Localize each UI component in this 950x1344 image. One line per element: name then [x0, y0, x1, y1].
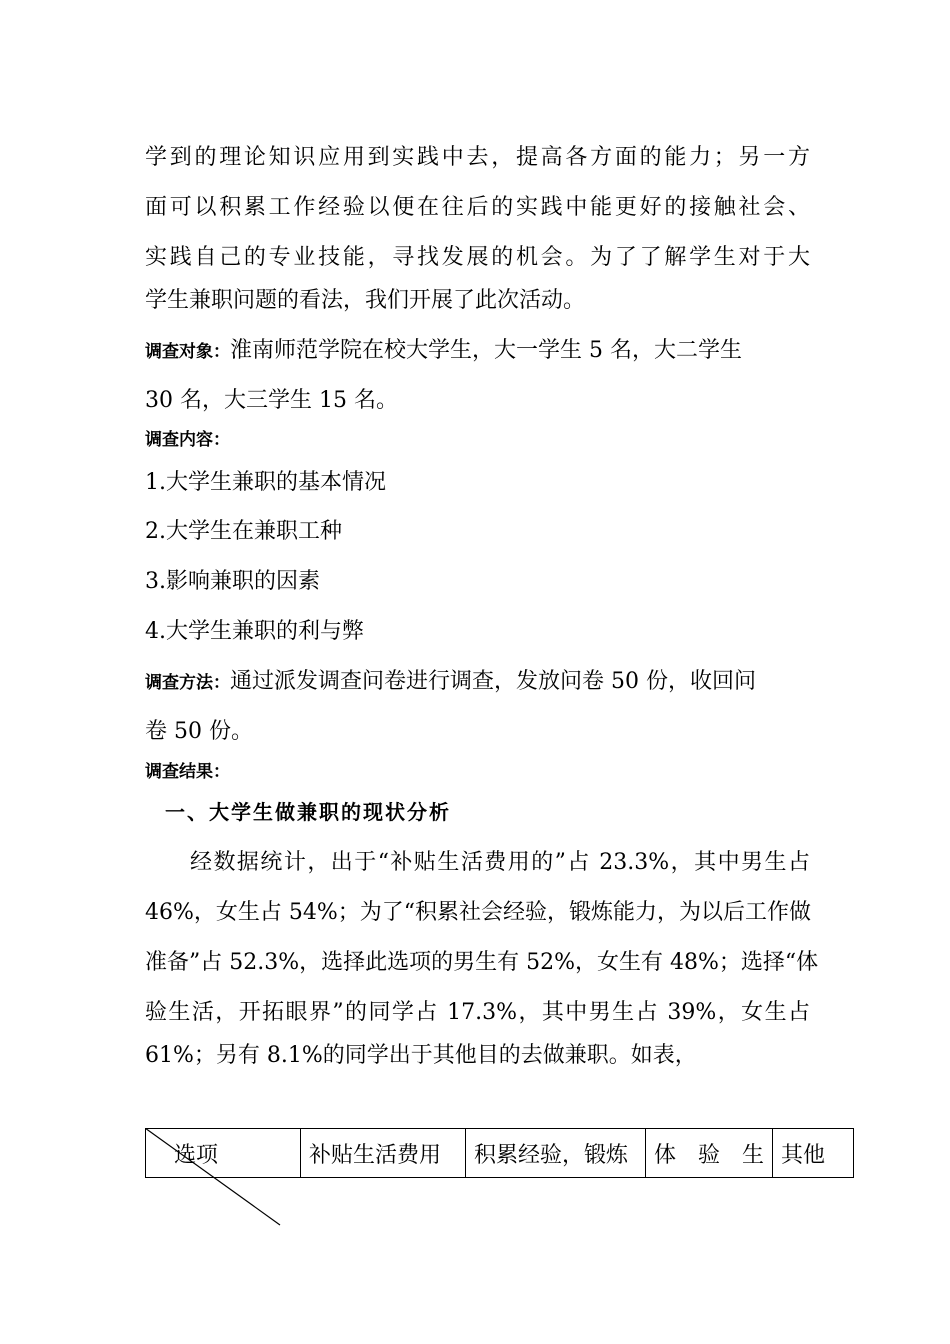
content-label-line	[145, 428, 230, 450]
results-label: 调查结果：	[145, 762, 230, 782]
section-heading: 一、大学生做兼职的现状分析	[165, 800, 451, 824]
intro-line-1: 学到的理论知识应用到实践中去，提高各方面的能力；另一方	[145, 145, 810, 170]
table-cell-option: 选项	[146, 1129, 301, 1178]
subjects-line-2: 30 名，大三学生 15 名。	[145, 388, 398, 413]
subjects-label: 调查对象：	[145, 342, 230, 362]
subjects-line-1	[145, 340, 742, 362]
section-line-5: 61%；另有 8.1%的同学出于其他目的去做兼职。如表，	[145, 1043, 697, 1068]
table-cell-experience: 积累经验，锻炼	[466, 1129, 646, 1178]
results-label-line	[145, 760, 230, 782]
table-diagonal-line	[145, 1128, 285, 1228]
method-text: 通过派发调查问卷进行调查，发放问卷 50 份，收回问	[230, 669, 756, 694]
intro-line-2: 面可以积累工作经验以便在往后的实践中能更好的接触社会、	[145, 195, 810, 220]
intro-line-4: 学生兼职问题的看法，我们开展了此次活动。	[145, 288, 586, 313]
method-label: 调查方法：	[145, 673, 230, 693]
section-line-3: 准备”占 52.3%，选择此选项的男生有 52%，女生有 48%；选择“体	[145, 950, 819, 975]
subjects-text: 淮南师范学院在校大学生，大一学生 5 名，大二学生	[230, 338, 742, 363]
content-item-2: 2.大学生在兼职工种	[145, 519, 342, 544]
content-item-4: 4.大学生兼职的利与弊	[145, 619, 364, 644]
content-label: 调查内容：	[145, 430, 230, 450]
section-line-2: 46%，女生占 54%；为了“积累社会经验，锻炼能力，为以后工作做	[145, 900, 812, 925]
table-cell-life: 体 验 生	[646, 1129, 773, 1178]
table-cell-other: 其他	[773, 1129, 854, 1178]
content-item-3: 3.影响兼职的因素	[145, 569, 320, 594]
content-item-1: 1.大学生兼职的基本情况	[145, 470, 386, 495]
intro-line-3: 实践自己的专业技能，寻找发展的机会。为了了解学生对于大	[145, 245, 810, 270]
section-line-1: 经数据统计，出于“补贴生活费用的”占 23.3%，其中男生占	[190, 850, 810, 875]
method-line-2: 卷 50 份。	[145, 719, 253, 744]
section-line-4: 验生活，开拓眼界”的同学占 17.3%，其中男生占 39%，女生占	[145, 1000, 810, 1025]
table-cell-subsidy: 补贴生活费用	[301, 1129, 466, 1178]
method-line-1	[145, 671, 756, 693]
